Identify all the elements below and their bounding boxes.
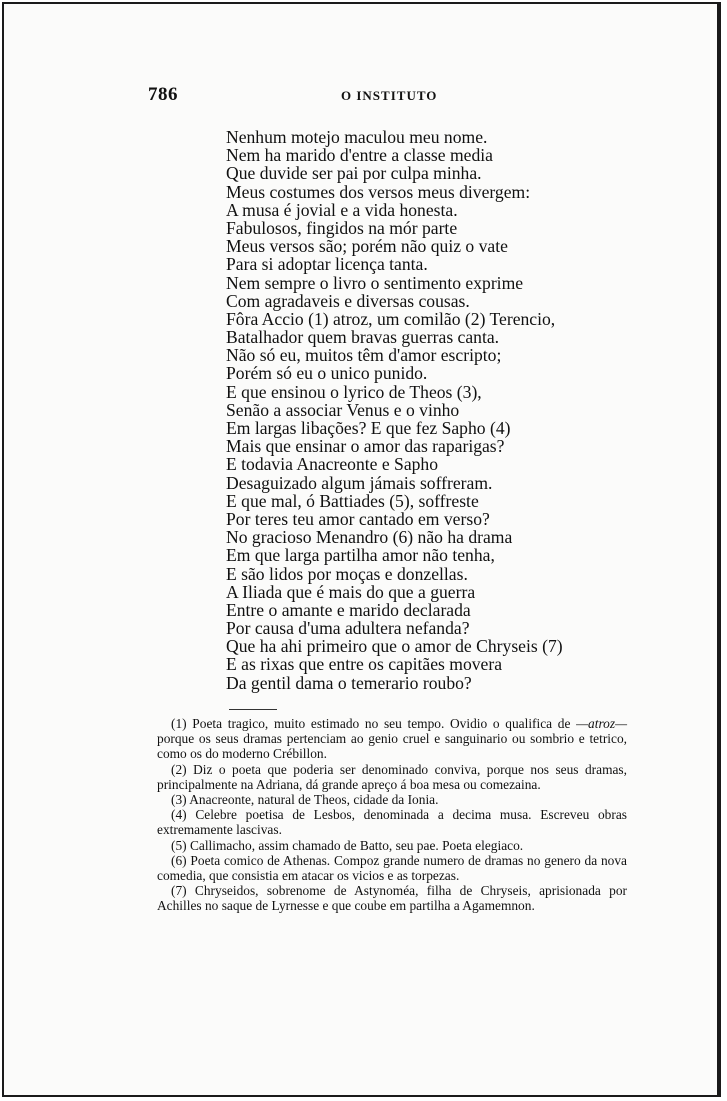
poem-line: Fabulosos, fingidos na mór parte <box>226 217 458 238</box>
poem-line: Meus versos são; porém não quiz o vate <box>226 236 508 257</box>
page-header <box>148 84 588 108</box>
poem-line: Nem sempre o livro o sentimento exprime <box>226 272 524 293</box>
footnote-rule <box>229 709 277 710</box>
footnote-3: (3) Anacreonte, natural de Theos, cidade da Ionia. <box>171 792 439 808</box>
poem-line: E que mal, ó Battiades (5), soffreste <box>226 490 479 511</box>
poem-block <box>226 128 646 692</box>
poem-line: Em que larga partilha amor não tenha, <box>226 545 495 566</box>
poem-line: E as rixas que entre os capitães movera <box>226 654 503 675</box>
footnote-2: (2) Diz o poeta que poderia ser denominado conviva, porque nos seus dramas, principalmente na Adriana, dá grande apreço á boa mesa ou comezaina. <box>157 761 627 792</box>
poem-line: Meus costumes dos versos meus divergem: <box>226 181 531 202</box>
footnote-6: (6) Poeta comico de Athenas. Compoz grande numero de dramas no genero da nova comedia, que consistia em atacar os vicios e as torpezas. <box>157 852 627 884</box>
page-number: 786 <box>148 84 178 105</box>
poem-line: A Iliada que é mais do que a guerra <box>226 581 476 602</box>
poem-line: E todavia Anacreonte e Sapho <box>226 454 439 475</box>
poem-line: Senão a associar Venus e o vinho <box>226 399 460 420</box>
poem-line: E que ensinou o lyrico de Theos (3), <box>226 381 482 402</box>
poem-line: Entre o amante e marido declarada <box>226 599 471 620</box>
poem-line: Nenhum motejo maculou meu nome. <box>226 127 488 147</box>
poem-line: Da gentil dama o temerario roubo? <box>226 672 472 693</box>
poem-line: Nem ha marido d'entre a classe media <box>226 145 493 166</box>
poem-line: Por causa d'uma adultera nefanda? <box>226 618 470 639</box>
footnote-1-start: (1) Poeta tragico, muito estimado no seu tempo. Ovidio o qualifica de <box>171 716 571 731</box>
poem-line: No gracioso Menandro (6) não ha drama <box>226 527 513 548</box>
footnote-1-end: porque os seus dramas pertenciam ao genio cruel e sanguinario ou sombrio e tetrico, como os do moderno Crébillon. <box>157 731 627 762</box>
poem-line: Não só eu, muitos têm d'amor escripto; <box>226 345 502 366</box>
poem-line: A musa é jovial e a vida honesta. <box>226 199 458 220</box>
footnote-1 <box>157 716 627 762</box>
poem-line: Desaguizado algum jámais soffreram. <box>226 472 493 493</box>
poem-line: Para si adoptar licença tanta. <box>226 254 428 275</box>
footnote-7: (7) Chryseidos, sobrenome de Astynoméa, filha de Chryseis, aprisionada por Achilles no saque de Lyrnesse e que coube em partilha a Agamemnon. <box>157 883 627 914</box>
poem-line: Porém só eu o unico punido. <box>226 363 428 384</box>
poem-line: E são lidos por moças e donzellas. <box>226 563 468 584</box>
footnote-5: (5) Callimacho, assim chamado de Batto, seu pae. Poeta elegiaco. <box>171 837 524 853</box>
poem-line: Por teres teu amor cantado em verso? <box>226 508 490 529</box>
poem-line: Mais que ensinar o amor das raparigas? <box>226 436 505 457</box>
footnote-1-quoted-word: —atroz— <box>576 716 627 731</box>
poem-line: Que ha ahi primeiro que o amor de Chryseis (7) <box>226 636 563 657</box>
poem-line: Batalhador quem bravas guerras canta. <box>226 327 500 348</box>
poem-line: Com agradaveis e diversas cousas. <box>226 290 470 311</box>
footnote-4: (4) Celebre poetisa de Lesbos, denominada a decima musa. Escreveu obras extremamente lascivas. <box>157 807 627 838</box>
poem-line: Em largas libações? E que fez Sapho (4) <box>226 418 511 438</box>
footnotes <box>157 716 627 914</box>
poem-line: Que duvide ser pai por culpa minha. <box>226 163 482 184</box>
running-title: O INSTITUTO <box>341 88 438 103</box>
poem-line: Fôra Accio (1) atroz, um comilão (2) Terencio, <box>226 308 556 329</box>
